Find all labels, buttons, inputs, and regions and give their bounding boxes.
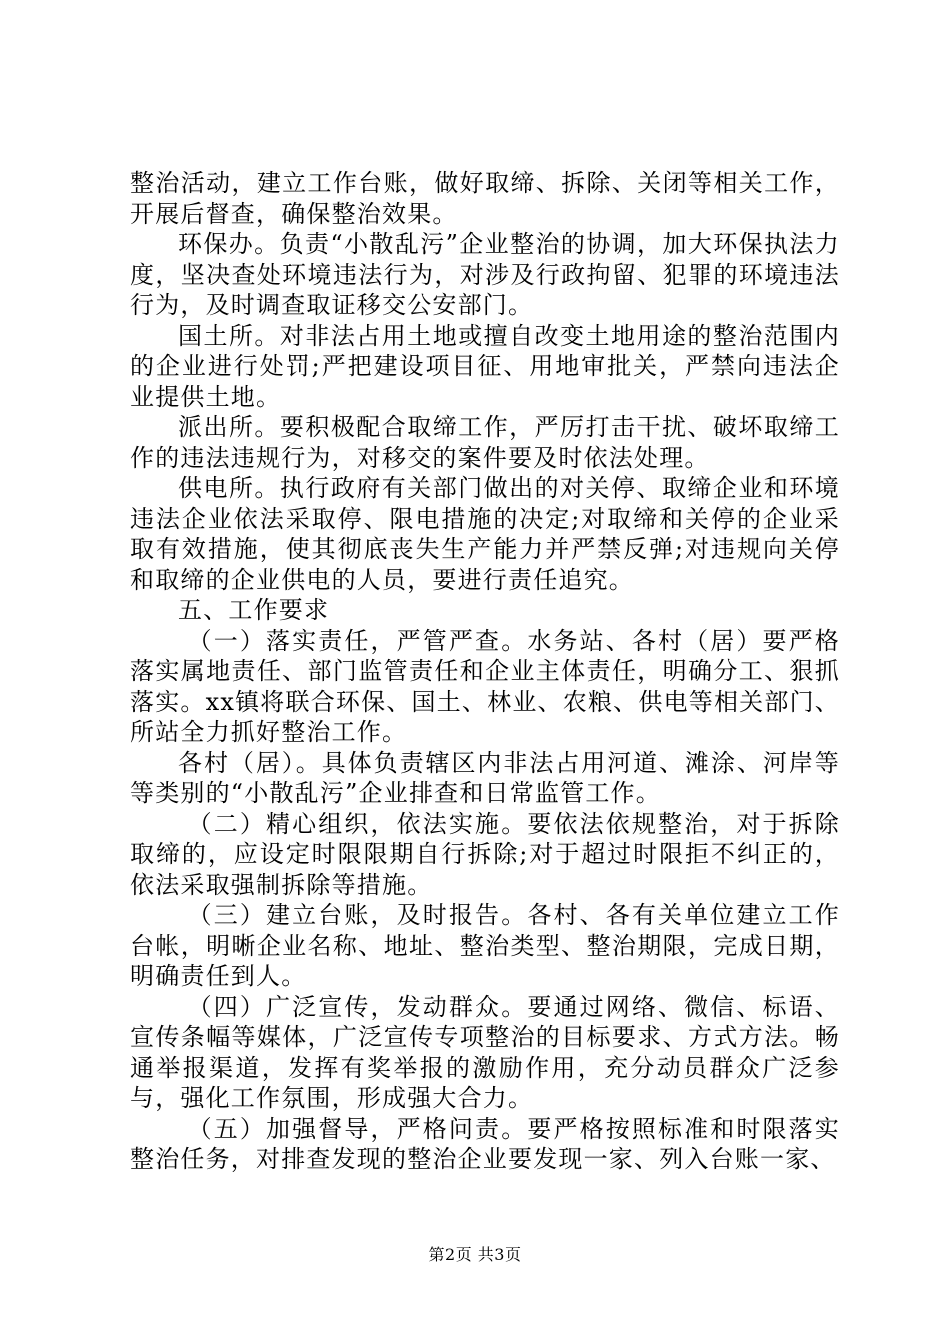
paragraph-land-office: 国土所。对非法占用土地或擅自改变土地用途的整治范围内的企业进行处罚;严把建设项目征、用地审批关，严禁向违法企业提供土地。 [130, 321, 840, 411]
paragraph-requirement-4: （四）广泛宣传，发动群众。要通过网络、微信、标语、宣传条幅等媒体，广泛宣传专项整治的目标要求、方式方法。畅通举报渠道，发挥有奖举报的激励作用，充分动员群众广泛参与，强化工作氛围，形成强大合力。 [130, 992, 840, 1112]
paragraph-police-station: 派出所。要积极配合取缔工作，严厉打击干扰、破坏取缔工作的违法违规行为，对移交的案件要及时依法处理。 [130, 413, 840, 472]
paragraph-power-supply-office: 供电所。执行政府有关部门做出的对关停、取缔企业和环境违法企业依法采取停、限电措施的决定;对取缔和关停的企业采取有效措施，使其彻底丧失生产能力并严禁反弹;对违规向关停和取缔的企业供电的人员，要进行责任追究。 [130, 474, 840, 594]
paragraph-requirement-2: （二）精心组织，依法实施。要依法依规整治，对于拆除取缔的，应设定时限限期自行拆除;对于超过时限拒不纠正的，依法采取强制拆除等措施。 [130, 809, 840, 899]
paragraph-villages: 各村（居）。具体负责辖区内非法占用河道、滩涂、河岸等等类别的“小散乱污”企业排查和日常监管工作。 [130, 748, 840, 807]
paragraph-environmental-office: 环保办。负责“小散乱污”企业整治的协调，加大环保执法力度，坚决查处环境违法行为，对涉及行政拘留、犯罪的环境违法行为，及时调查取证移交公安部门。 [130, 230, 840, 319]
paragraph-continuation: 整治活动，建立工作台账，做好取缔、拆除、关闭等相关工作，开展后督查，确保整治效果。 [130, 169, 840, 228]
paragraph-requirement-3: （三）建立台账，及时报告。各村、各有关单位建立工作台帐，明晰企业名称、地址、整治类型、整治期限，完成日期，明确责任到人。 [130, 901, 840, 990]
paragraph-requirement-1: （一）落实责任，严管严查。水务站、各村（居）要严格落实属地责任、部门监管责任和企业主体责任，明确分工、狠抓落实。xx镇将联合环保、国土、林业、农粮、供电等相关部门、所站全力抓好整治工作。 [130, 626, 840, 746]
section-heading-work-requirements: 五、工作要求 [178, 596, 330, 624]
document-body [130, 168, 840, 1175]
page-number-footer: 第2页 共3页 [428, 1245, 522, 1264]
paragraph-requirement-5: （五）加强督导，严格问责。要严格按照标准和时限落实整治任务，对排查发现的整治企业要发现一家、列入台账一家、 [130, 1114, 840, 1173]
